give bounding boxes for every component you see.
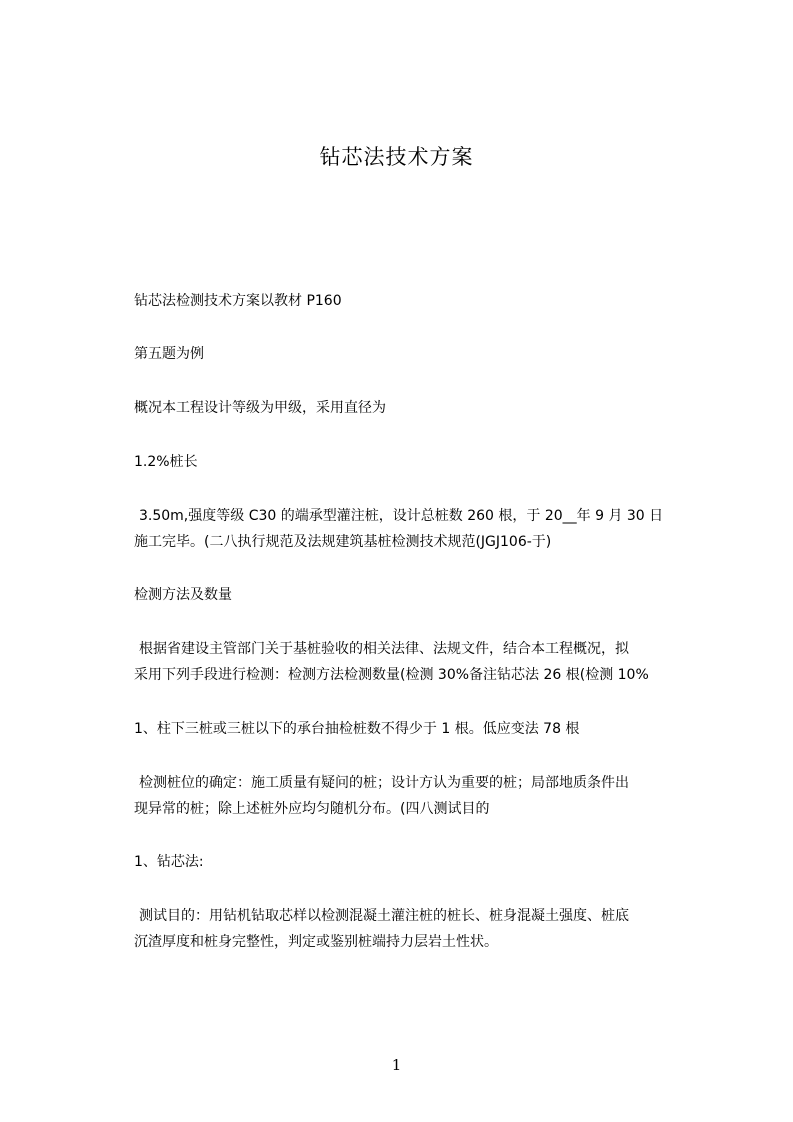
- paragraph-pile-selection-line2: 现异常的桩；除上述桩外应均匀随机分布。(四八测试目的: [134, 801, 490, 817]
- paragraph-methods-line2: 采用下列手段进行检测：检测方法检测数量(检测 30%备注钻芯法 26 根(检测 10%: [134, 667, 649, 683]
- section-heading-core-drilling: 1、钻芯法:: [134, 854, 204, 870]
- document-title: 钻芯法技术方案: [319, 145, 474, 169]
- paragraph-example: 第五题为例: [134, 346, 204, 362]
- paragraph-intro: 钻芯法检测技术方案以教材 P160: [134, 293, 342, 309]
- paragraph-pile-selection-line1: 检测桩位的确定：施工质量有疑问的桩；设计方认为重要的桩；局部地质条件出: [139, 775, 629, 791]
- paragraph-rule-1: 1、柱下三桩或三桩以下的承台抽检桩数不得少于 1 根。低应变法 78 根: [134, 721, 580, 737]
- paragraph-test-purpose-line1: 测试目的：用钻机钻取芯样以检测混凝土灌注桩的桩长、桩身混凝土强度、桩底: [139, 908, 629, 924]
- paragraph-test-purpose-line2: 沉渣厚度和桩身完整性，判定或鉴别桩端持力层岩土性状。: [134, 934, 498, 950]
- paragraph-overview: 概况本工程设计等级为甲级，采用直径为: [134, 400, 386, 416]
- paragraph-pile-length: 1.2%桩长: [134, 454, 198, 470]
- paragraph-pile-spec-line2: 施工完毕。(二八执行规范及法规建筑基桩检测技术规范(JGJ106-于): [134, 534, 552, 550]
- paragraph-pile-spec-line1: 3.50m,强度等级 C30 的端承型灌注桩，设计总桩数 260 根，于 20__年 9 月 30 日: [139, 508, 664, 524]
- page-number: 1: [391, 1056, 402, 1074]
- paragraph-methods-line1: 根据省建设主管部门关于基桩验收的相关法律、法规文件，结合本工程概况，拟: [139, 641, 629, 657]
- section-heading-methods: 检测方法及数量: [134, 587, 232, 603]
